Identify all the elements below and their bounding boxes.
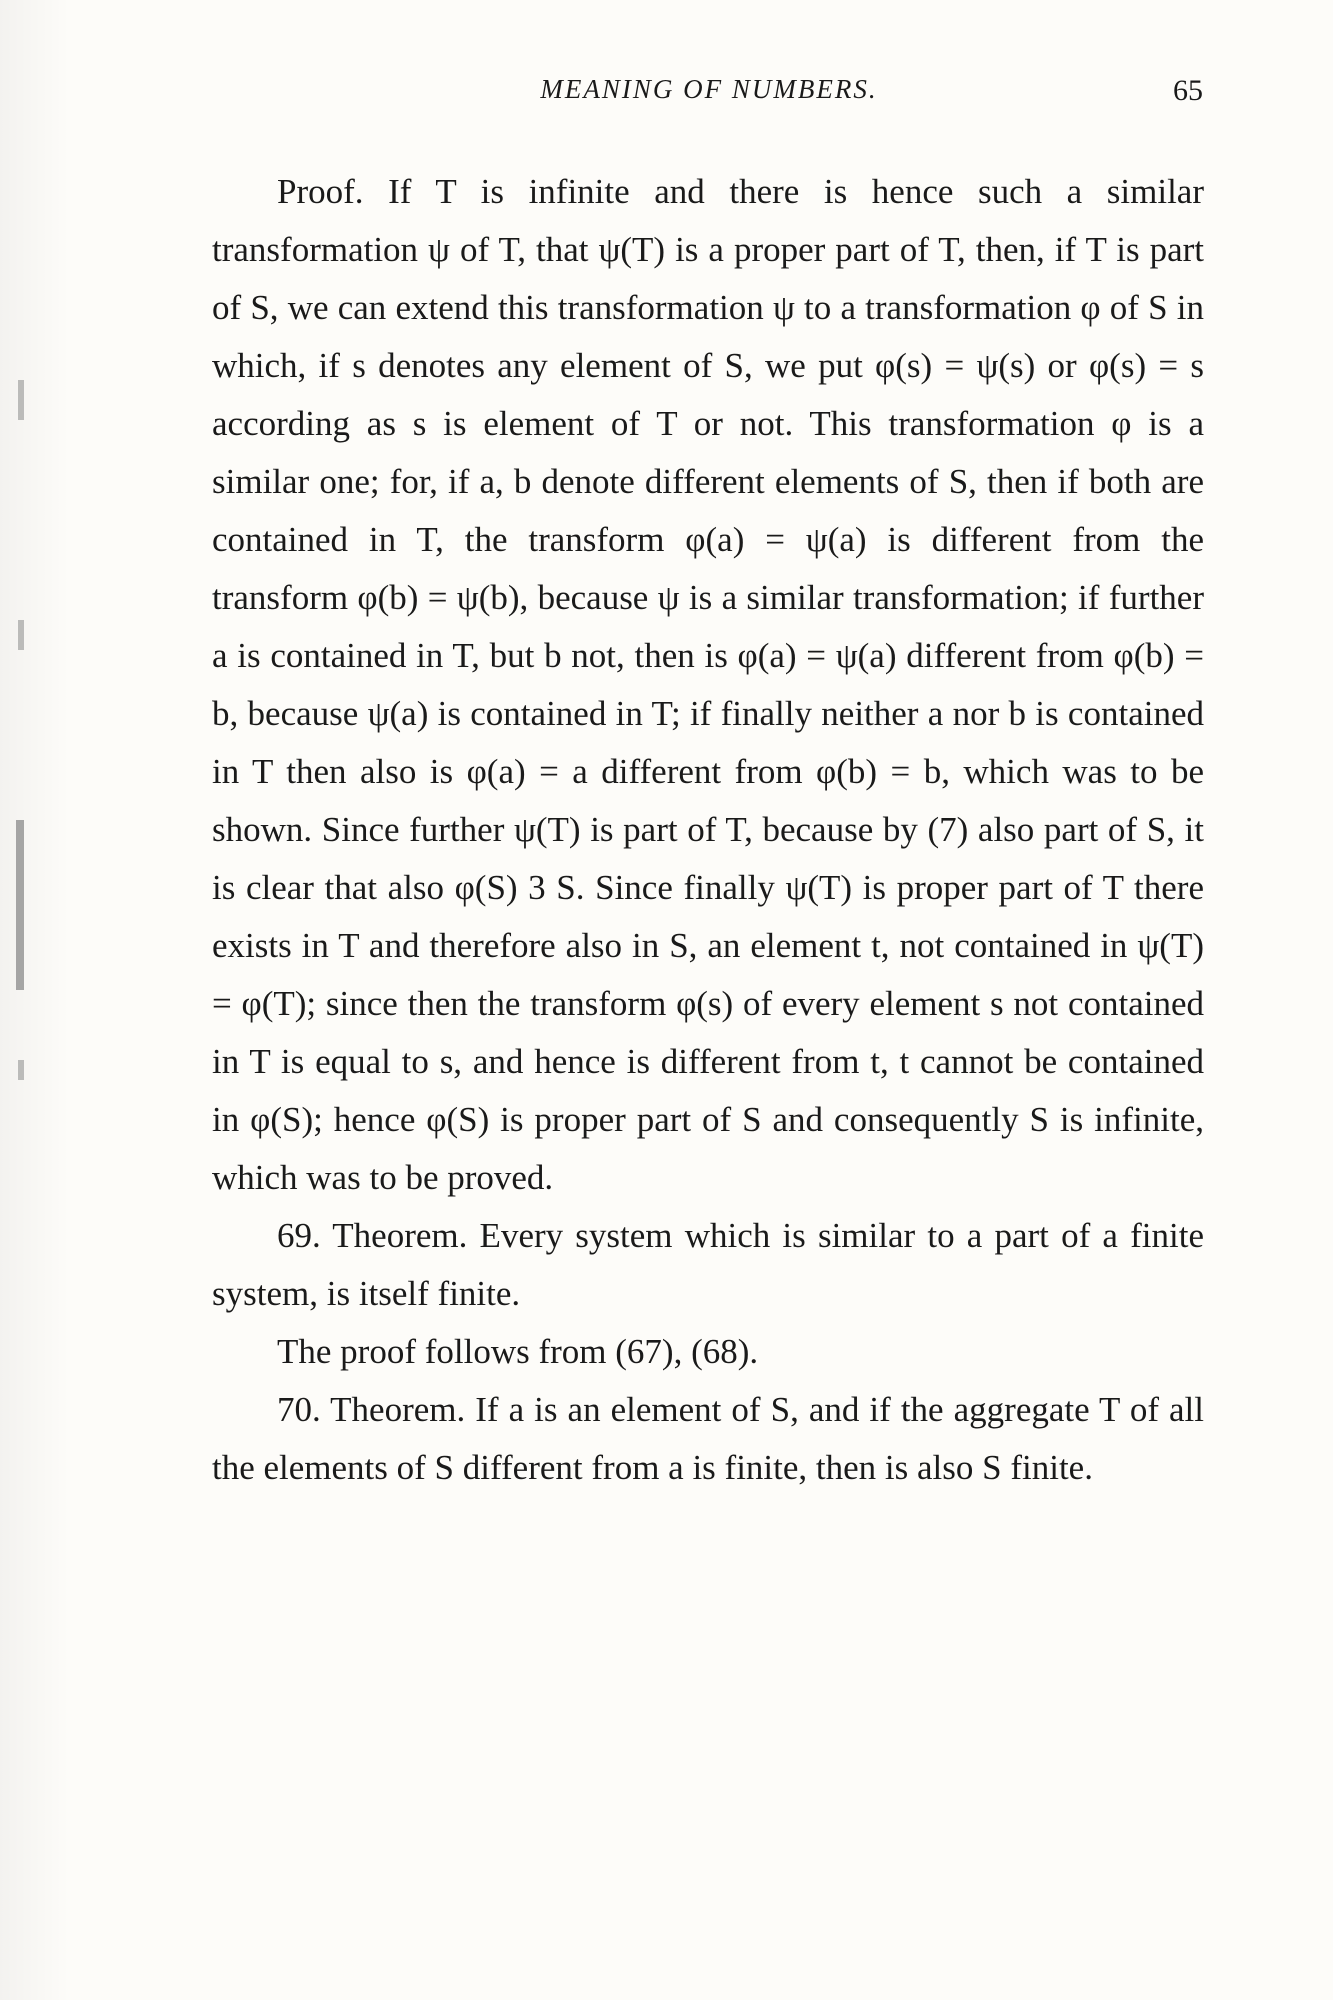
page-gutter xyxy=(0,0,70,2000)
proof-paragraph: Proof. If T is infinite and there is hence such a similar transformation ψ of T, that ψ(T) is a proper part of T, then, if T is part of S, we can extend this transformation ψ to a transformation φ of S in which, if s denotes any element of S, we put φ(s) = ψ(s) or φ(s) = s according as s is element of T or not. This transformation φ is a similar one; for, if a, b denote different elements of S, then if both are contained in T, the transform φ(a) = ψ(a) is different from the transform φ(b) = ψ(b), because ψ is a similar transformation; if further a is contained in T, but b not, then is φ(a) = ψ(a) different from φ(b) = b, because ψ(a) is contained in T; if finally neither a nor b is contained in T then also is φ(a) = a different from φ(b) = b, which was to be shown. Since further ψ(T) is part of T, because by (7) also part of S, it is clear that also φ(S) 3 S. Since finally ψ(T) is proper part of T there exists in T and therefore also in S, an element t, not contained in ψ(T) = φ(T); since then the transform φ(s) of every element s not contained in T is equal to s, and hence is different from t, t cannot be contained in φ(S); hence φ(S) is proper part of S and consequently S is infinite, which was to be proved. xyxy=(212,172,1204,1197)
body-text xyxy=(212,163,1204,1497)
page-header xyxy=(215,74,1203,114)
binding-shadow xyxy=(18,380,24,420)
theorem-70: 70. Theorem. If a is an element of S, and if the aggregate T of all the elements of S different from a is finite, then is also S finite. xyxy=(212,1390,1204,1487)
binding-shadow xyxy=(16,820,24,990)
page-number: 65 xyxy=(1173,74,1203,107)
binding-shadow xyxy=(18,620,24,650)
running-head: MEANING OF NUMBERS. xyxy=(540,74,878,104)
theorem-69: 69. Theorem. Every system which is similar to a part of a finite system, is itself finite. xyxy=(212,1216,1204,1313)
proof-note: The proof follows from (67), (68). xyxy=(277,1332,759,1371)
binding-shadow xyxy=(18,1060,24,1080)
